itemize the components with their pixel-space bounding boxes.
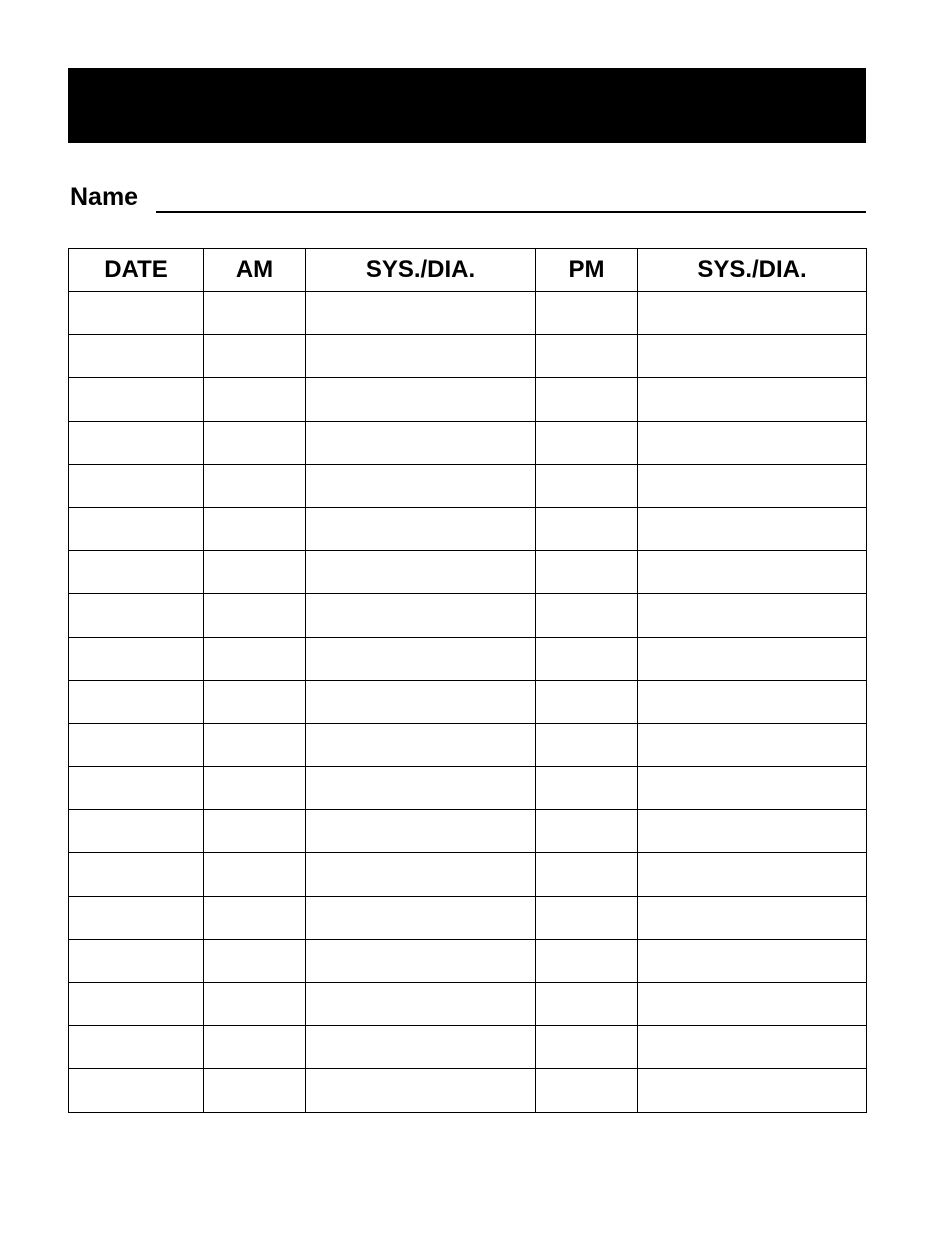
table-body (69, 292, 867, 1113)
am-cell[interactable] (204, 767, 306, 810)
table-row (69, 594, 867, 637)
am-cell[interactable] (204, 1069, 306, 1112)
pm-cell[interactable] (536, 853, 638, 896)
table-row (69, 335, 867, 378)
table-row (69, 1026, 867, 1069)
am-cell[interactable] (204, 939, 306, 982)
am-sys-dia-cell[interactable] (306, 723, 536, 766)
date-cell[interactable] (69, 939, 204, 982)
date-cell[interactable] (69, 421, 204, 464)
pm-sys-dia-cell[interactable] (638, 551, 867, 594)
am-sys-dia-cell[interactable] (306, 637, 536, 680)
date-cell[interactable] (69, 464, 204, 507)
am-sys-dia-cell[interactable] (306, 335, 536, 378)
pm-sys-dia-cell[interactable] (638, 767, 867, 810)
am-cell[interactable] (204, 594, 306, 637)
date-cell[interactable] (69, 594, 204, 637)
table-row (69, 378, 867, 421)
pm-sys-dia-cell[interactable] (638, 421, 867, 464)
table-row (69, 292, 867, 335)
am-sys-dia-cell[interactable] (306, 853, 536, 896)
header-bar (68, 68, 866, 143)
pm-cell[interactable] (536, 983, 638, 1026)
am-cell[interactable] (204, 637, 306, 680)
am-cell[interactable] (204, 680, 306, 723)
pm-sys-dia-cell[interactable] (638, 723, 867, 766)
pm-sys-dia-cell[interactable] (638, 1069, 867, 1112)
name-field[interactable] (156, 211, 866, 213)
am-cell[interactable] (204, 551, 306, 594)
table-row (69, 939, 867, 982)
column-header-am-sys-dia: SYS./DIA. (306, 249, 536, 292)
table-row (69, 637, 867, 680)
column-header-date: DATE (69, 249, 204, 292)
date-cell[interactable] (69, 723, 204, 766)
am-cell[interactable] (204, 896, 306, 939)
am-cell[interactable] (204, 853, 306, 896)
pm-sys-dia-cell[interactable] (638, 1026, 867, 1069)
table-row (69, 810, 867, 853)
table-row (69, 723, 867, 766)
pm-cell[interactable] (536, 594, 638, 637)
pm-sys-dia-cell[interactable] (638, 896, 867, 939)
pm-sys-dia-cell[interactable] (638, 853, 867, 896)
table-row (69, 1069, 867, 1112)
pm-sys-dia-cell[interactable] (638, 594, 867, 637)
table-row (69, 983, 867, 1026)
am-cell[interactable] (204, 335, 306, 378)
am-cell[interactable] (204, 464, 306, 507)
am-cell[interactable] (204, 983, 306, 1026)
pm-cell[interactable] (536, 292, 638, 335)
am-sys-dia-cell[interactable] (306, 810, 536, 853)
am-sys-dia-cell[interactable] (306, 292, 536, 335)
pm-cell[interactable] (536, 680, 638, 723)
table-row (69, 507, 867, 550)
pm-cell[interactable] (536, 507, 638, 550)
date-cell[interactable] (69, 853, 204, 896)
am-cell[interactable] (204, 507, 306, 550)
am-sys-dia-cell[interactable] (306, 767, 536, 810)
pm-cell[interactable] (536, 939, 638, 982)
pm-sys-dia-cell[interactable] (638, 637, 867, 680)
header-row (69, 249, 867, 292)
table-row (69, 421, 867, 464)
table-row (69, 896, 867, 939)
date-cell[interactable] (69, 378, 204, 421)
name-row (70, 182, 866, 214)
am-sys-dia-cell[interactable] (306, 594, 536, 637)
date-cell[interactable] (69, 507, 204, 550)
column-header-pm: PM (536, 249, 638, 292)
date-cell[interactable] (69, 292, 204, 335)
am-sys-dia-cell[interactable] (306, 939, 536, 982)
pm-cell[interactable] (536, 378, 638, 421)
am-sys-dia-cell[interactable] (306, 464, 536, 507)
pm-sys-dia-cell[interactable] (638, 335, 867, 378)
pm-cell[interactable] (536, 464, 638, 507)
column-header-am: AM (204, 249, 306, 292)
am-cell[interactable] (204, 723, 306, 766)
date-cell[interactable] (69, 810, 204, 853)
pm-cell[interactable] (536, 421, 638, 464)
date-cell[interactable] (69, 637, 204, 680)
pm-sys-dia-cell[interactable] (638, 464, 867, 507)
pm-cell[interactable] (536, 551, 638, 594)
pm-cell[interactable] (536, 1026, 638, 1069)
am-sys-dia-cell[interactable] (306, 507, 536, 550)
am-sys-dia-cell[interactable] (306, 421, 536, 464)
am-cell[interactable] (204, 292, 306, 335)
date-cell[interactable] (69, 896, 204, 939)
am-cell[interactable] (204, 421, 306, 464)
date-cell[interactable] (69, 680, 204, 723)
am-sys-dia-cell[interactable] (306, 983, 536, 1026)
pm-cell[interactable] (536, 896, 638, 939)
am-sys-dia-cell[interactable] (306, 1069, 536, 1112)
am-sys-dia-cell[interactable] (306, 680, 536, 723)
date-cell[interactable] (69, 767, 204, 810)
am-sys-dia-cell[interactable] (306, 1026, 536, 1069)
pm-cell[interactable] (536, 1069, 638, 1112)
table-row (69, 551, 867, 594)
pm-sys-dia-cell[interactable] (638, 983, 867, 1026)
table-row (69, 853, 867, 896)
date-cell[interactable] (69, 551, 204, 594)
pm-sys-dia-cell[interactable] (638, 939, 867, 982)
date-cell[interactable] (69, 1026, 204, 1069)
pm-cell[interactable] (536, 723, 638, 766)
blood-pressure-log-table (68, 248, 867, 1113)
am-cell[interactable] (204, 378, 306, 421)
pm-sys-dia-cell[interactable] (638, 680, 867, 723)
column-header-pm-sys-dia: SYS./DIA. (638, 249, 867, 292)
date-cell[interactable] (69, 1069, 204, 1112)
pm-cell[interactable] (536, 637, 638, 680)
am-sys-dia-cell[interactable] (306, 551, 536, 594)
am-sys-dia-cell[interactable] (306, 896, 536, 939)
table-row (69, 767, 867, 810)
date-cell[interactable] (69, 983, 204, 1026)
am-cell[interactable] (204, 810, 306, 853)
pm-cell[interactable] (536, 767, 638, 810)
name-label: Name (70, 183, 139, 211)
pm-cell[interactable] (536, 335, 638, 378)
pm-sys-dia-cell[interactable] (638, 507, 867, 550)
pm-sys-dia-cell[interactable] (638, 292, 867, 335)
am-sys-dia-cell[interactable] (306, 378, 536, 421)
table-row (69, 464, 867, 507)
table-row (69, 680, 867, 723)
pm-cell[interactable] (536, 810, 638, 853)
pm-sys-dia-cell[interactable] (638, 810, 867, 853)
pm-sys-dia-cell[interactable] (638, 378, 867, 421)
am-cell[interactable] (204, 1026, 306, 1069)
date-cell[interactable] (69, 335, 204, 378)
